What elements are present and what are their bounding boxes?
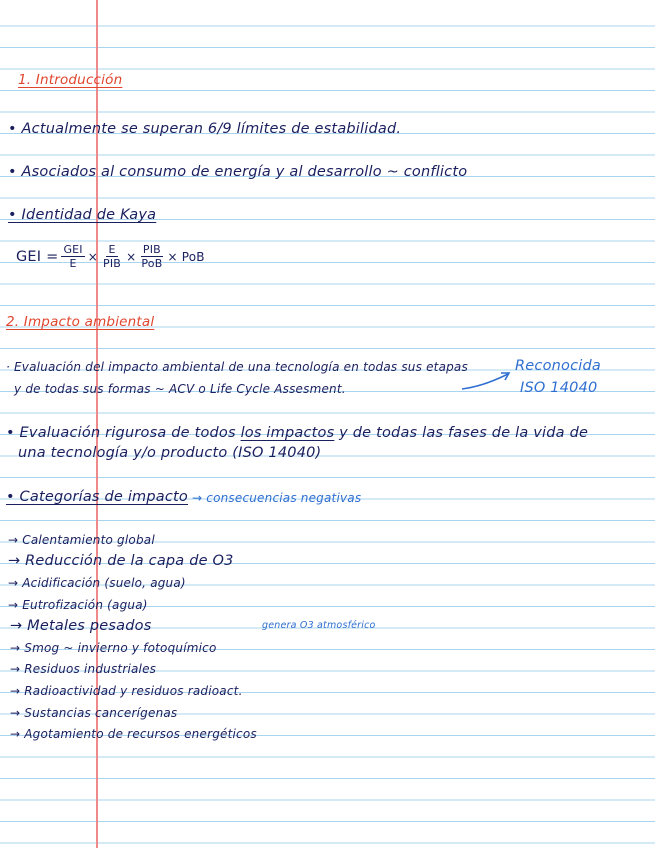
kaya-times-2: × <box>126 249 137 264</box>
evaluacion-line-1 <box>6 424 588 442</box>
kaya-f1-num: GEI <box>63 243 83 256</box>
kaya-tail: × PoB <box>167 249 205 264</box>
categorias-heading: • Categorías de impacto <box>6 489 188 505</box>
kaya-f2-num: E <box>108 243 116 256</box>
evaluacion-line-1c: y de todas las fases de la vida de <box>334 425 589 441</box>
evaluacion-line-1b: los impactos <box>240 425 335 441</box>
kaya-fraction-3 <box>139 243 164 270</box>
categorias-note: → consecuencias negativas <box>192 491 362 505</box>
category-radioactividad: → Radioactividad y residuos radioact. <box>10 684 243 698</box>
evaluacion-line-2: una tecnología y/o producto (ISO 14040) <box>18 445 322 461</box>
kaya-formula <box>16 243 205 270</box>
acv-line-1: · Evaluación del impacto ambiental de una tecnología en todas sus etapas <box>6 360 468 374</box>
kaya-f1-den: E <box>69 257 77 270</box>
section-heading-impacto: 2. Impacto ambiental <box>6 314 155 330</box>
category-ozono: → Reducción de la capa de O3 <box>8 553 234 569</box>
kaya-lhs: GEI = <box>16 248 59 265</box>
category-agotamiento: → Agotamiento de recursos energéticos <box>10 727 257 741</box>
category-residuos: → Residuos industriales <box>10 662 157 676</box>
category-metales: → Metales pesados <box>10 618 152 634</box>
section-heading-introduccion: 1. Introducción <box>18 72 123 88</box>
iso-note-14040: ISO 14040 <box>520 380 598 396</box>
category-metales-note: genera O3 atmosférico <box>262 620 376 631</box>
kaya-fraction-2 <box>101 243 123 270</box>
category-acidificacion: → Acidificación (suelo, agua) <box>8 576 186 590</box>
kaya-fraction-1 <box>61 243 84 270</box>
category-calentamiento: → Calentamiento global <box>8 533 155 547</box>
bullet-limites: • Actualmente se superan 6/9 límites de estabilidad. <box>8 121 402 137</box>
iso-note-reconocida: Reconocida <box>515 358 601 374</box>
kaya-f2-den: PIB <box>103 257 122 270</box>
category-cancerigenas: → Sustancias cancerígenas <box>10 706 178 720</box>
evaluacion-line-1a: • Evaluación rigurosa de todos <box>6 425 241 441</box>
kaya-times-1: × <box>87 249 99 264</box>
arrow-icon <box>460 370 512 392</box>
category-eutrofizacion: → Eutrofización (agua) <box>8 598 148 612</box>
kaya-f3-num: PIB <box>142 243 161 256</box>
kaya-f3-den: PoB <box>141 257 163 270</box>
category-smog: → Smog ~ invierno y fotoquímico <box>10 641 217 655</box>
acv-line-2: y de todas sus formas ~ ACV o Life Cycle Assesment. <box>14 382 346 396</box>
bullet-energia: • Asociados al consumo de energía y al desarrollo ~ conflicto <box>8 164 468 180</box>
bullet-kaya: • Identidad de Kaya <box>8 207 157 223</box>
